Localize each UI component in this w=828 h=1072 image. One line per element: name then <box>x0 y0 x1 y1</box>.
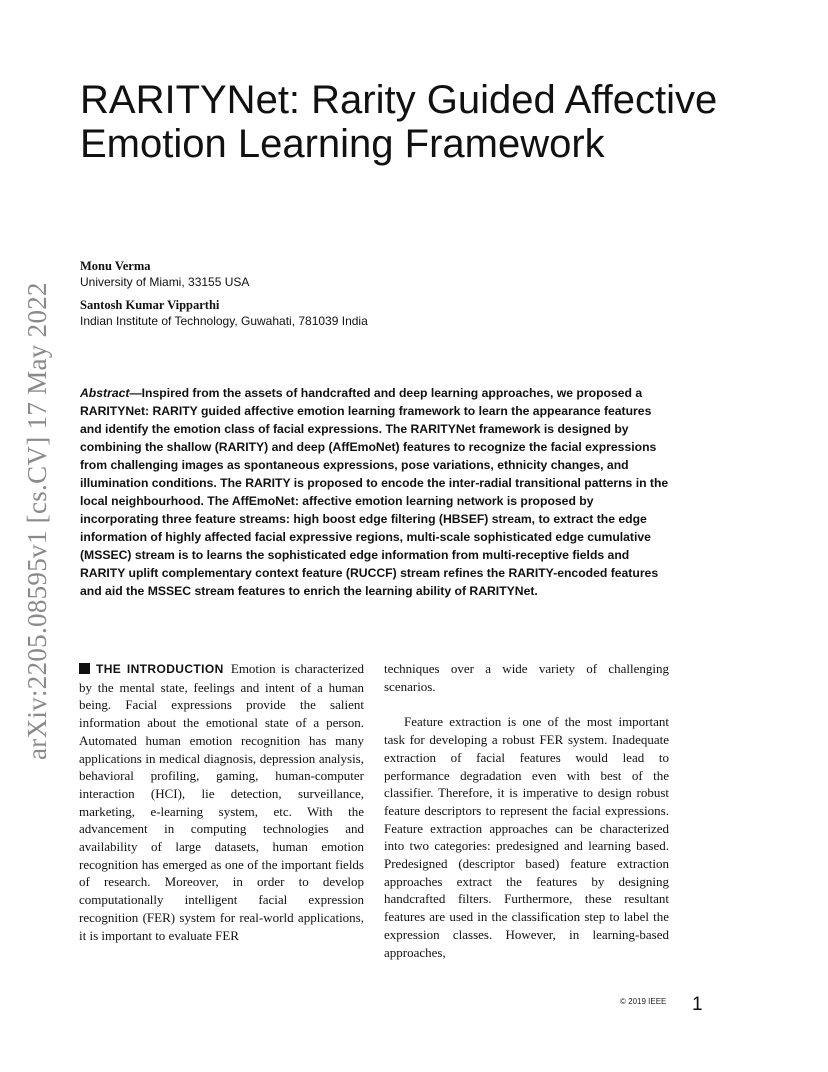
copyright-notice: © 2019 IEEE <box>620 997 667 1006</box>
section-square-icon <box>79 663 90 674</box>
arxiv-identifier: arXiv:2205.08595v1 [cs.CV] 17 May 2022 <box>22 282 52 760</box>
intro-heading: THE INTRODUCTION <box>96 662 224 676</box>
abstract-text: —Inspired from the assets of handcrafted and deep learning approaches, we proposed a RARITYNet: RARITY guided affective emotion learning framework to learn the appearance features and identify the emotion class of facial expressions. The RARITYNet framework is designed by combining the shallow (RARITY) and deep (AffEmoNet) features to recognize the facial expressions from challenging images as spontaneous expressions, pose variations, ethnicity changes, and illumination conditions. The RARITY is proposed to encode the inter-radial transitional patterns in the local neighbourhood. The AffEmoNet: affective emotion learning network is proposed by incorporating three feature streams: high boost edge filtering (HBSEF) stream, to extract the edge information of highly affected facial expressive regions, multi-scale sophisticated edge cumulative (MSSEC) stream is to learns the sophisticated edge information from multi-receptive fields and RARITY uplift complementary context feature (RUCCF) stream refines the RARITY-encoded features and aid the MSSEC stream features to enrich the learning ability of RARITYNet. <box>80 386 669 598</box>
intro-continuation: techniques over a wide variety of challenging scenarios. <box>384 661 669 694</box>
paper-title: RARITYNet: Rarity Guided Affective Emotion Learning Framework <box>80 78 718 166</box>
author-affiliation: Indian Institute of Technology, Guwahati, 781039 India <box>80 314 368 328</box>
feature-extraction-paragraph: Feature extraction is one of the most important task for developing a robust FER system. Inadequate extraction of facial features would lead to performance degradation even with best of the classifier. Therefore, it is imperative to design robust feature descriptors to represent the facial expressions. Feature extraction approaches can be characterized into two categories: predesigned and learning based. Predesigned (descriptor based) feature extraction approaches extract the features by designing handcrafted filters. Furthermore, these resultant features are used in the classification step to label the expression classes. However, in learning-based approaches, <box>384 714 669 960</box>
author-block <box>80 297 680 329</box>
right-column <box>384 660 669 961</box>
author-name: Monu Verma <box>80 259 151 273</box>
author-affiliation: University of Miami, 33155 USA <box>80 275 250 289</box>
left-column <box>79 660 364 944</box>
author-name: Santosh Kumar Vipparthi <box>80 298 220 312</box>
author-list <box>80 258 680 336</box>
page-number: 1 <box>692 994 703 1015</box>
intro-paragraph <box>79 660 364 944</box>
intro-text: Emotion is characterized by the mental state, feelings and intent of a human being. Facial expressions provide the salient information about the emotional state of a person. Automated human emotion recognition has many applications in medical diagnosis, depression analysis, behavioral profiling, gaming, human-computer interaction (HCI), lie detection, surveillance, marketing, e-learning system, etc. With the advancement in computing technologies and availability of large datasets, human emotion recognition has emerged as one of the important fields of research. Moreover, in order to develop computationally intelligent facial expression recognition (FER) system for real-world applications, it is important to evaluate FER <box>79 661 364 943</box>
abstract <box>80 384 672 600</box>
author-block <box>80 258 680 290</box>
abstract-label: Abstract <box>80 386 130 400</box>
